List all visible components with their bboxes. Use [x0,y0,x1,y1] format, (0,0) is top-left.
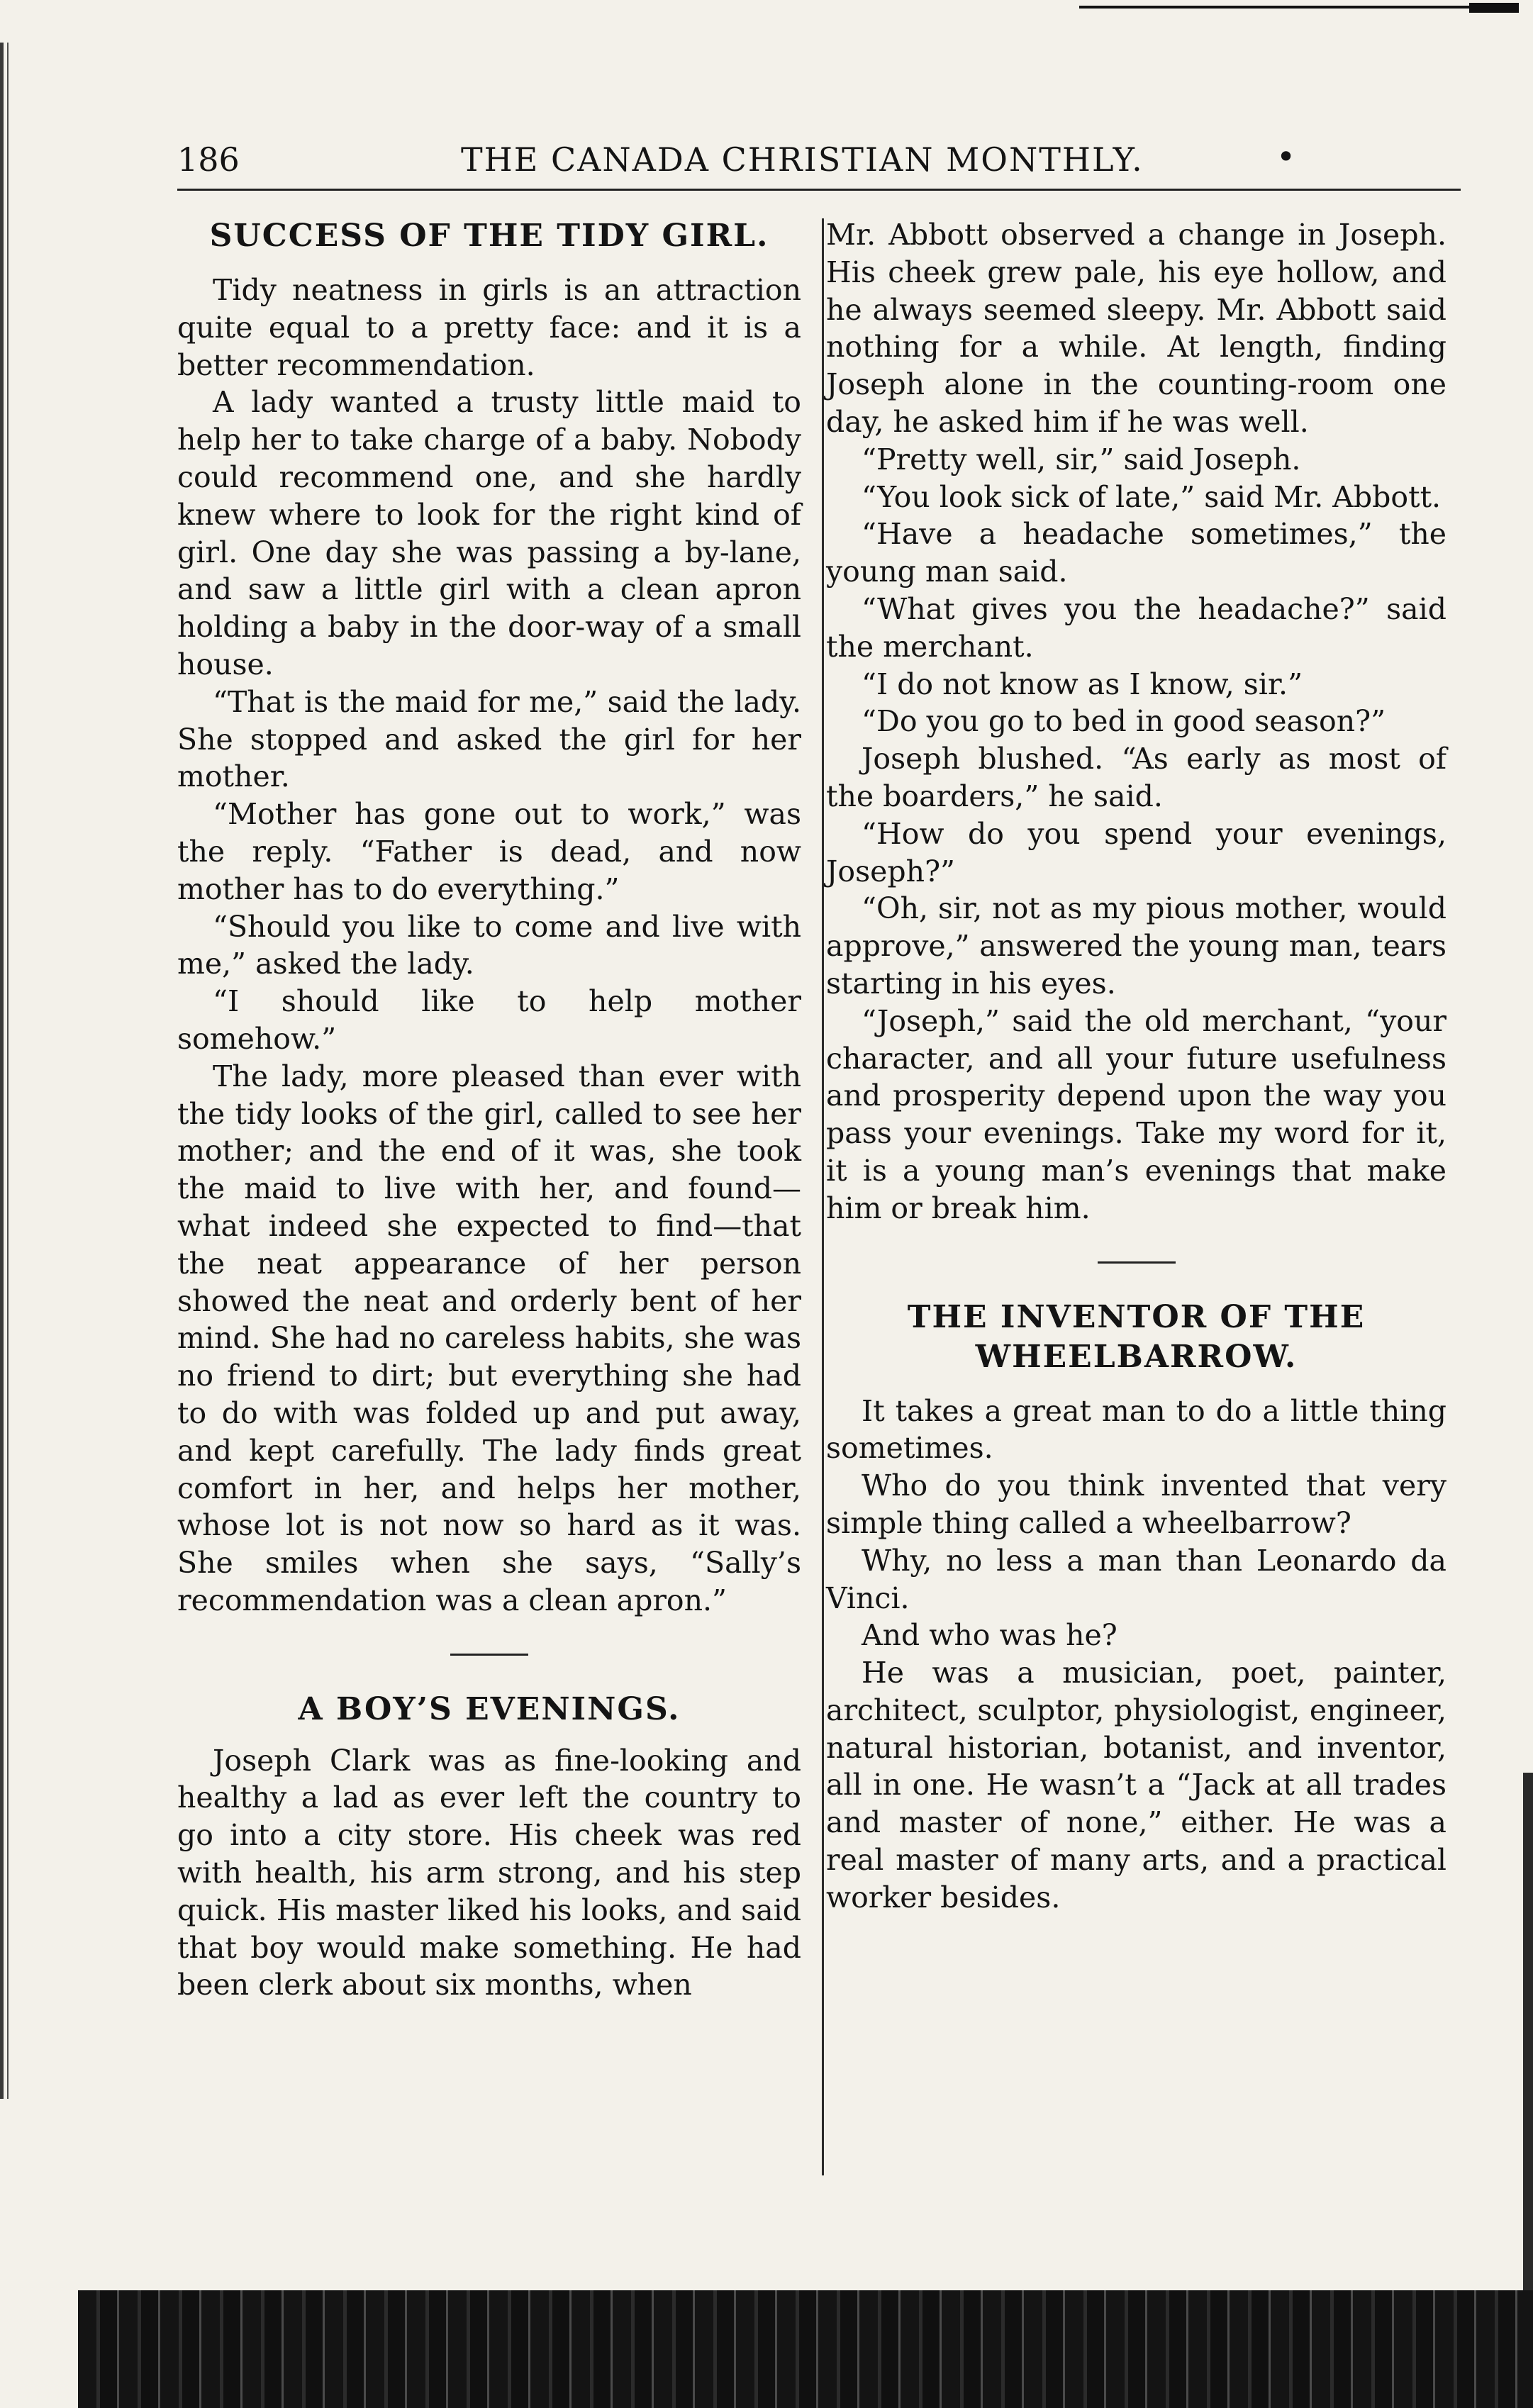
paragraph: “Do you go to bed in good season?” [862,704,1386,739]
section-rule [450,1654,528,1656]
article-body [826,1393,1446,1917]
paragraph: “I should like to help mother somehow.” [177,984,801,1056]
paragraph: Mr. Abbott observed a change in Joseph. His cheek grew pale, his eye hollow, and he always seemed sleepy. Mr. Abbott said nothing for a while. At length, finding Joseph alone in the counting-room one day, he asked him if he was well. [826,218,1446,439]
paragraph: “Joseph,” said the old merchant, “your character, and all your future usefulness and prosperity depend upon the way you pass your evenings. Take my word for it, it is a young man’s evenings that make him or break him. [826,1003,1446,1225]
paragraph: “What gives you the headache?” said the merchant. [826,591,1446,664]
left-column [177,216,801,2004]
header-rule [177,189,1461,191]
article-body [177,272,801,1620]
paragraph: “How do you spend your evenings, Joseph?” [826,816,1446,888]
running-head: THE CANADA CHRISTIAN MONTHLY. [461,140,1144,179]
bottom-scan-band [78,2290,1533,2408]
paragraph: “You look sick of late,” said Mr. Abbott. [862,479,1442,514]
paragraph: “Should you like to come and live with me,” asked the lady. [177,909,801,981]
right-edge-shadow [1523,1773,1533,2290]
paragraph: “That is the maid for me,” said the lady. She stopped and asked the girl for her mother. [177,684,801,794]
paragraph: Why, no less a man than Leonardo da Vinci. [826,1543,1446,1615]
top-edge-mark [1469,3,1519,13]
paragraph: “Pretty well, sir,” said Joseph. [862,442,1301,476]
article-body [177,1742,801,2005]
paragraph: Joseph Clark was as fine-looking and healthy a lad as ever left the country to go into a city store. His cheek was red with health, his arm strong, and his step quick. His master liked his looks, and said that boy would make something. He had been clerk about six months, when [177,1743,801,2002]
paragraph: “I do not know as I know, sir.” [862,667,1303,701]
binding-edge-shadow [0,43,16,2099]
page-number: 186 [177,140,240,179]
paragraph: He was a musician, poet, painter, architect, sculptor, physiologist, engineer, natural historian, botanist, and inventor, all in one. He wasn’t a “Jack at all trades and master of none,” either. He was a real master of many arts, and a practical worker besides. [826,1656,1446,1914]
paragraph: Who do you think invented that very simple thing called a wheelbarrow? [826,1468,1446,1540]
article-heading: THE INVENTOR OF THE WHEELBARROW. [907,1298,1366,1375]
top-edge-rule [1079,6,1519,9]
paragraph: “Have a headache sometimes,” the young man said. [826,517,1446,589]
section-rule [1098,1261,1176,1264]
article-heading: SUCCESS OF THE TIDY GIRL. [209,218,769,254]
article-body-continued [826,216,1446,1227]
paragraph: Tidy neatness in girls is an attraction quite equal to a pretty face: and it is a better recommendation. [177,273,801,382]
paragraph: The lady, more pleased than ever with the tidy looks of the girl, called to see her mother; and the end of it was, she took the maid to live with her, and found—what indeed she expected to find—that the neat appearance of her person showed the neat and orderly bent of her mind. She had no careless habits, she was no friend to dirt; but everything she had to do with was folded up and put away, and kept carefully. The lady finds great comfort in her, and helps her mother, whose lot is not now so hard as it was. She smiles when she says, “Sally’s recommendation was a clean apron.” [177,1059,801,1617]
paragraph: A lady wanted a trusty little maid to help her to take charge of a baby. Nobody could recommend one, and she hardly knew where to look for the right kind of girl. One day she was passing a by-lane, and saw a little girl with a clean apron holding a baby in the door-way of a small house. [177,385,801,681]
paragraph: “Mother has gone out to work,” was the reply. “Father is dead, and now mother has to do everything.” [177,797,801,906]
right-column [826,216,1446,1917]
paragraph: And who was he? [862,1618,1117,1653]
article-heading: A BOY’S EVENINGS. [298,1690,681,1727]
paragraph: “Oh, sir, not as my pious mother, would approve,” answered the young man, tears starting in his eyes. [826,891,1446,1000]
paragraph: It takes a great man to do a little thing sometimes. [826,1393,1446,1466]
paragraph: Joseph blushed. “As early as most of the boarders,” he said. [826,742,1446,813]
column-divider [822,218,824,2175]
header-mark: • [1276,138,1296,176]
